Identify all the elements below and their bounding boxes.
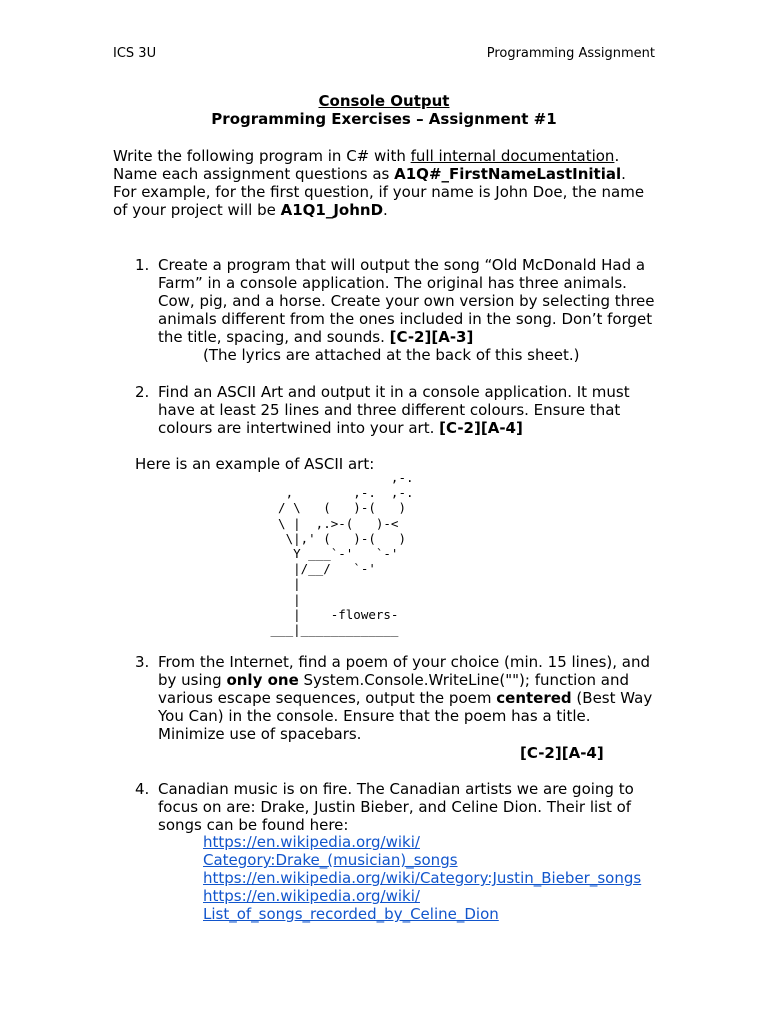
title-line-2: Programming Exercises – Assignment #1 xyxy=(211,110,557,128)
question-body xyxy=(158,780,655,834)
intro-text-5: For example, for the first question, if your name is John Doe, the name of your project will be xyxy=(113,183,645,219)
intro-paragraph xyxy=(113,147,653,219)
question-text: (Best Way You Can) in the console. Ensure that the poem has a title. Minimize use of spacebars. xyxy=(158,689,653,743)
intro-text-2: . xyxy=(614,147,620,165)
question-bold: only one xyxy=(226,671,299,689)
document-title xyxy=(0,92,768,128)
intro-bold-2: A1Q1_JohnD xyxy=(280,201,384,219)
intro-text-6: . xyxy=(383,201,388,219)
question-text: From the Internet, find a poem of your choice (min. 15 lines), and by using xyxy=(158,653,651,689)
link-drake-1[interactable]: https://en.wikipedia.org/wiki/ xyxy=(203,833,420,851)
intro-text-4: . xyxy=(621,165,626,183)
ascii-art-flowers: ,-. , ,-. ,-. / \ ( )-( ) \ | ,.>-( )-< \|,' ( )-( ) Y ___`-' `-' |/__/ `-' | | | -flowers- ___|_____________ xyxy=(270,470,414,638)
question-text: System.Console.WriteLine(""); function and various escape sequences, output the poem xyxy=(158,671,629,707)
question-body xyxy=(158,653,655,743)
question-number: 1. xyxy=(135,256,150,274)
intro-bold-1: A1Q#_FirstNameLastInitial xyxy=(394,165,622,183)
question-number: 4. xyxy=(135,780,150,798)
question-text: Canadian music is on fire. The Canadian artists we are going to focus on are: Drake, Justin Bieber, and Celine Dion. Their list of songs can be found here: xyxy=(158,780,634,834)
question-note: (The lyrics are attached at the back of this sheet.) xyxy=(203,346,580,364)
link-dion-1[interactable]: https://en.wikipedia.org/wiki/ xyxy=(203,887,420,905)
intro-text-1: Write the following program in C# with xyxy=(113,147,411,165)
question-3-grade: [C-2][A-4] xyxy=(520,744,604,762)
intro-underline: full internal documentation xyxy=(410,147,615,165)
intro-text-3: Name each assignment questions as xyxy=(113,165,395,183)
link-dion-2[interactable]: List_of_songs_recorded_by_Celine_Dion xyxy=(203,905,499,923)
question-text: Find an ASCII Art and output it in a console application. It must have at least 25 lines and three different colours. Ensure that colours are intertwined into your art. xyxy=(158,383,630,437)
question-body xyxy=(158,383,655,437)
header-type: Programming Assignment xyxy=(486,46,655,61)
question-text: Create a program that will output the song “Old McDonald Had a Farm” in a console application. The original has three animals. Cow, pig, and a horse. Create your own version by selecting three animals different from the ones included in the song. Don’t forget the title, spacing, and sounds. xyxy=(158,256,655,346)
title-line-1: Console Output xyxy=(318,92,450,110)
question-number: 2. xyxy=(135,383,150,401)
song-links xyxy=(203,833,641,923)
question-body xyxy=(158,256,655,364)
question-grade: [C-2][A-4] xyxy=(439,419,523,437)
question-bold: centered xyxy=(496,689,572,707)
link-drake-2[interactable]: Category:Drake_(musician)_songs xyxy=(203,851,458,869)
example-label: Here is an example of ASCII art: xyxy=(135,455,375,473)
link-bieber[interactable]: https://en.wikipedia.org/wiki/Category:Justin_Bieber_songs xyxy=(203,869,642,887)
question-grade: [C-2][A-3] xyxy=(389,328,474,346)
question-number: 3. xyxy=(135,653,150,671)
header-course: ICS 3U xyxy=(113,46,157,61)
